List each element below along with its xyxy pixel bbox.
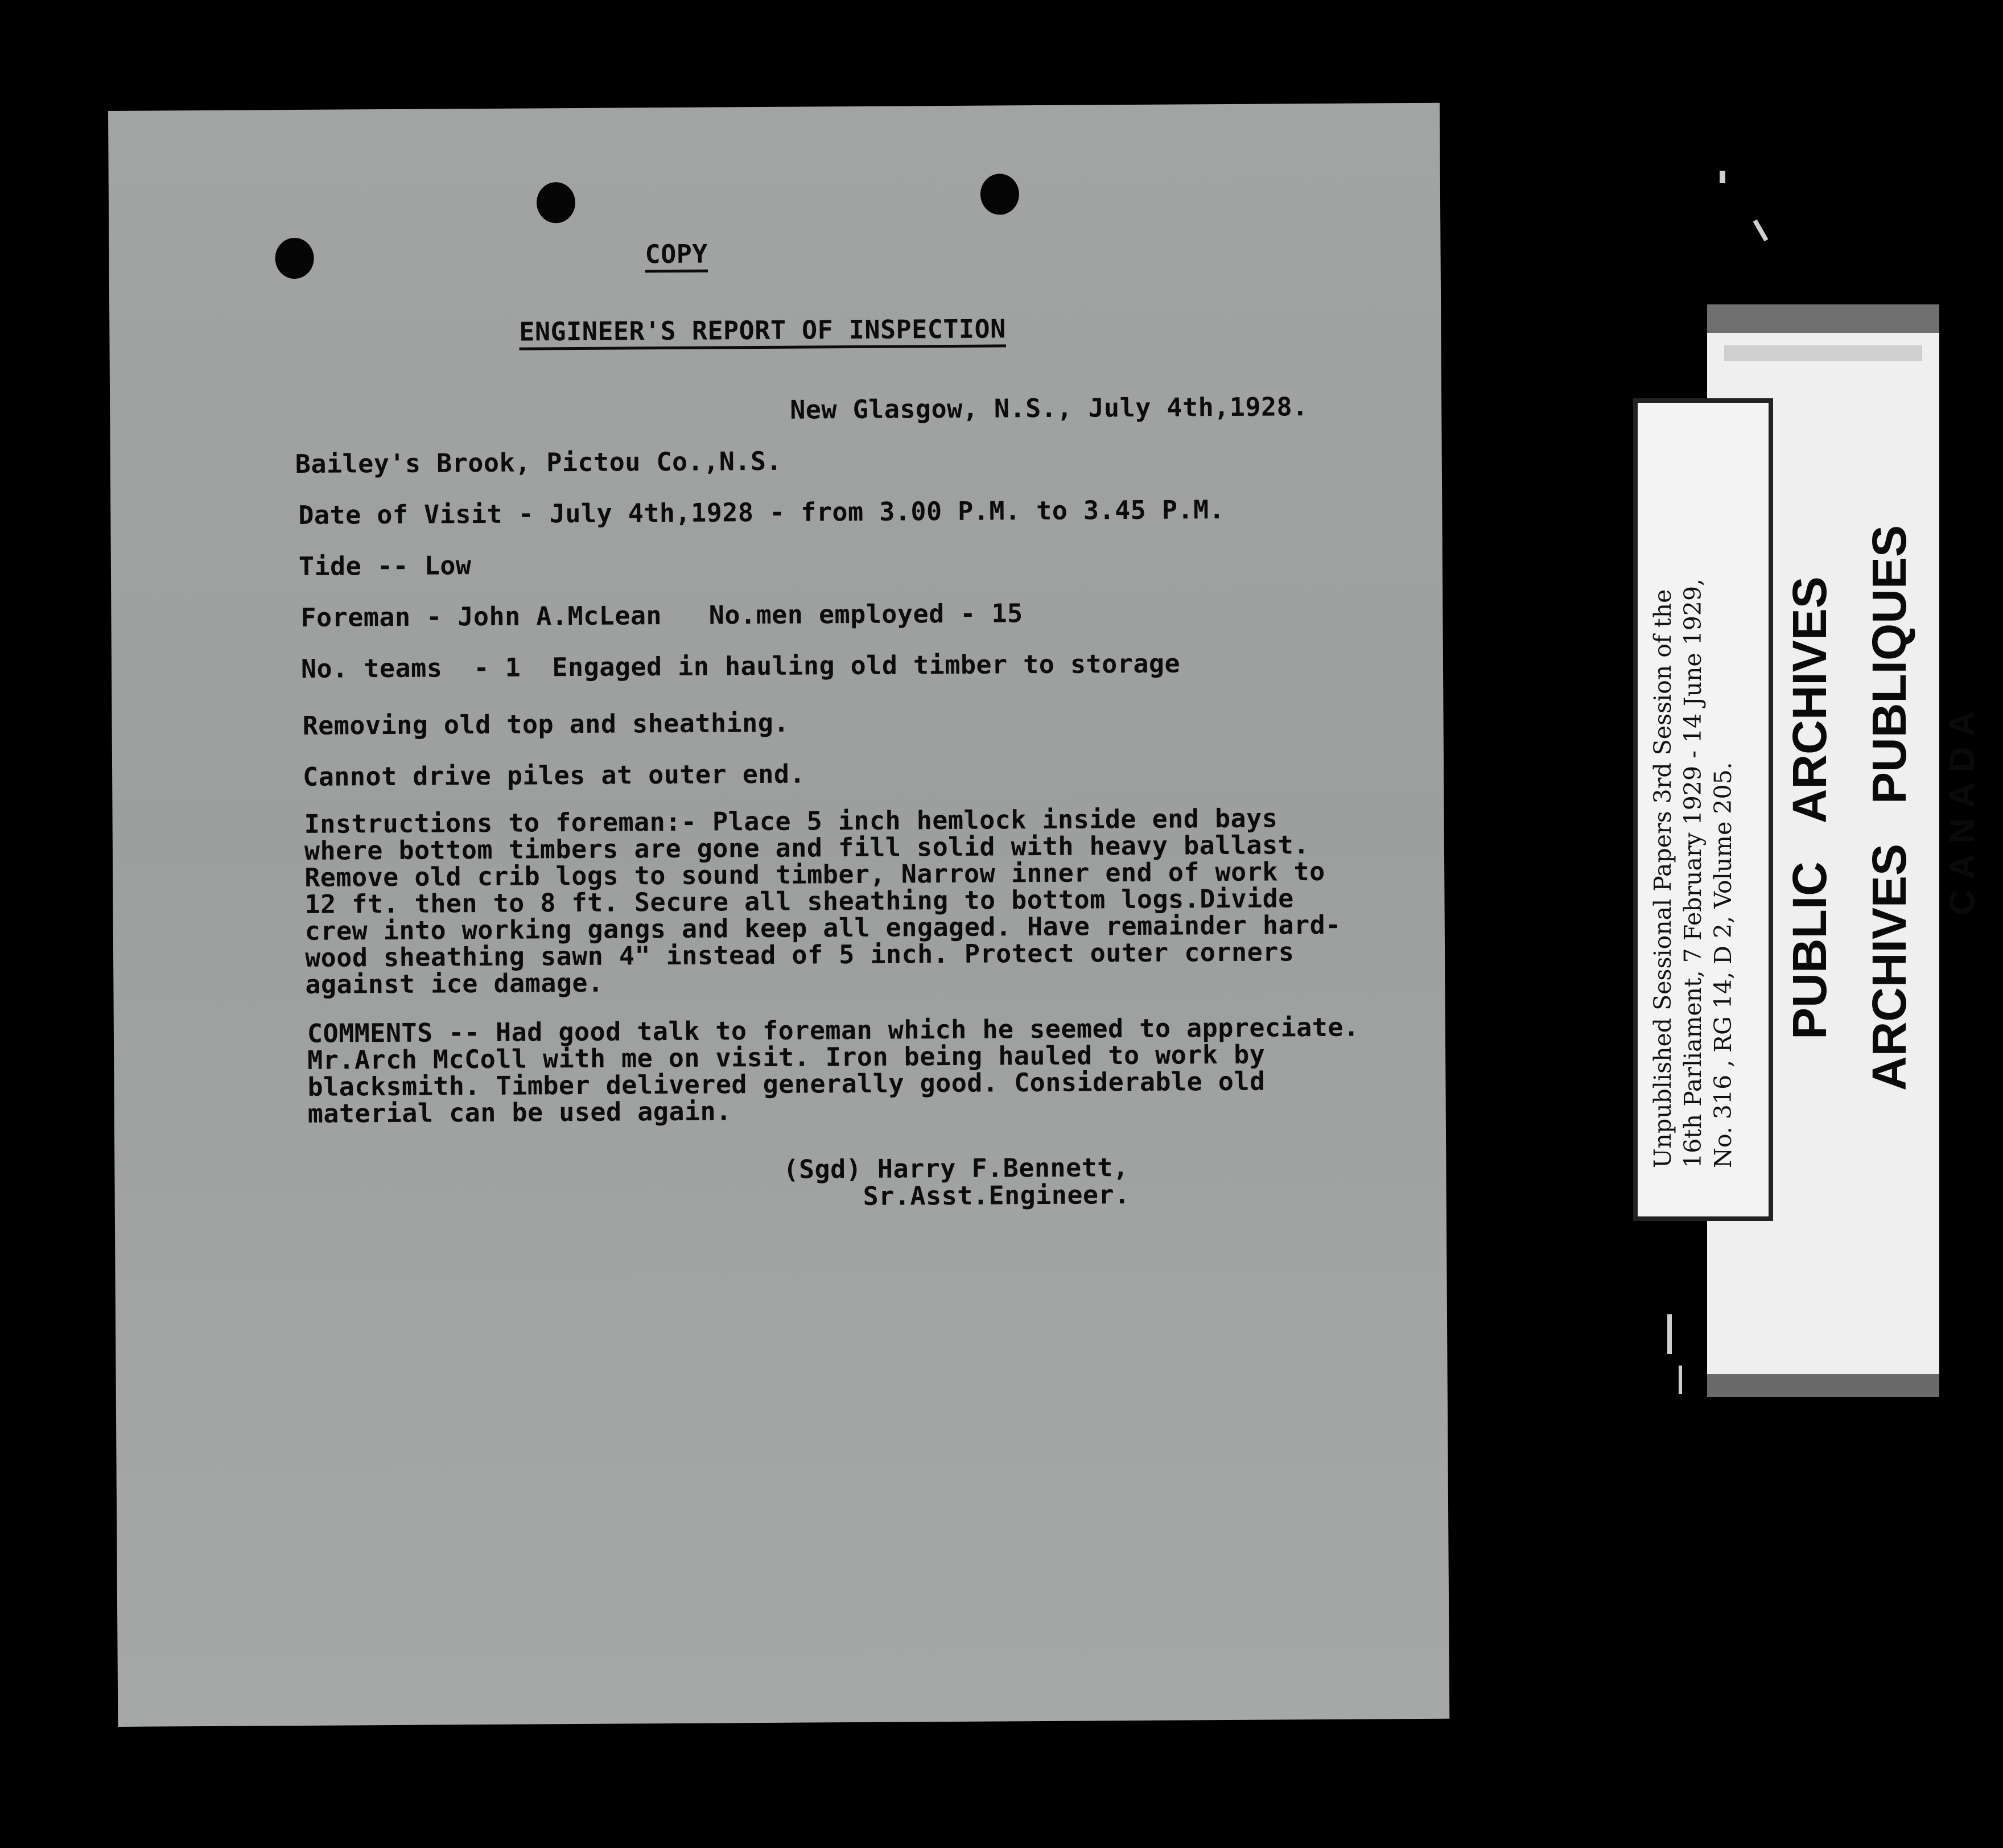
stamp-line-1: PUBLIC ARCHIVES bbox=[1783, 576, 1836, 1040]
signature-name: (Sgd) Harry F.Bennett, bbox=[783, 1152, 1129, 1185]
archive-stamp bbox=[1759, 467, 2003, 1149]
tide-line: Tide -- Low bbox=[298, 550, 472, 581]
document-page bbox=[108, 103, 1449, 1727]
instructions-paragraph: Instructions to foreman:- Place 5 inch hemlock inside end bays where bottom timbers are gone and fill solid with heavy ballast. Remove old crib logs to sound timber, Narrow inner end of work to 12 ft. then to 8 ft. Secure all sheathing to bottom logs.Divide crew into working gangs and keep all engaged. Have remainder hard- wood sheathing sawn 4" instead of 5 inch. Protect outer corners against ice damage. bbox=[304, 803, 1342, 1000]
location-line: Bailey's Brook, Pictou Co.,N.S. bbox=[295, 446, 782, 480]
cannot-line: Cannot drive piles at outer end. bbox=[302, 758, 806, 792]
film-speck bbox=[1753, 220, 1769, 242]
film-speck bbox=[1667, 1314, 1672, 1354]
punch-hole-left bbox=[275, 238, 314, 279]
report-title: ENGINEER'S REPORT OF INSPECTION bbox=[519, 314, 1006, 347]
stamp-line-2: ARCHIVES PUBLIQUES bbox=[1862, 525, 1916, 1091]
signature-title: Sr.Asst.Engineer. bbox=[863, 1179, 1130, 1211]
comments-paragraph: COMMENTS -- Had good talk to foreman which he seemed to appreciate. Mr.Arch McColl with me on visit. Iron being hauled to work by blacksmith. Timber delivered generally good. Considerable old material can be used again. bbox=[307, 1012, 1359, 1129]
foreman-line: Foreman - John A.McLean No.men employed - 15 bbox=[300, 598, 1023, 633]
date-of-visit-line: Date of Visit - July 4th,1928 - from 3.00 P.M. to 3.45 P.M. bbox=[298, 494, 1225, 530]
copy-heading: COPY bbox=[645, 238, 708, 270]
film-speck bbox=[1679, 1366, 1682, 1394]
archive-tape-note bbox=[1633, 398, 1773, 1221]
punch-hole-middle bbox=[537, 182, 575, 223]
teams-line: No. teams - 1 Engaged in hauling old timber to storage bbox=[300, 648, 1181, 684]
stamp-line-3: CANADA bbox=[1943, 700, 1982, 915]
place-and-date: New Glasgow, N.S., July 4th,1928. bbox=[790, 391, 1308, 425]
film-speck bbox=[1720, 171, 1725, 183]
sessional-papers-note: Unpublished Sessional Papers 3rd Session of the 16th Parliament, 7 February 1929 - 14 June 1929, No. 316 , RG 14, D 2, Volume 205. bbox=[1649, 578, 1737, 1168]
removing-line: Removing old top and sheathing. bbox=[302, 707, 790, 741]
punch-hole-right bbox=[980, 174, 1019, 214]
